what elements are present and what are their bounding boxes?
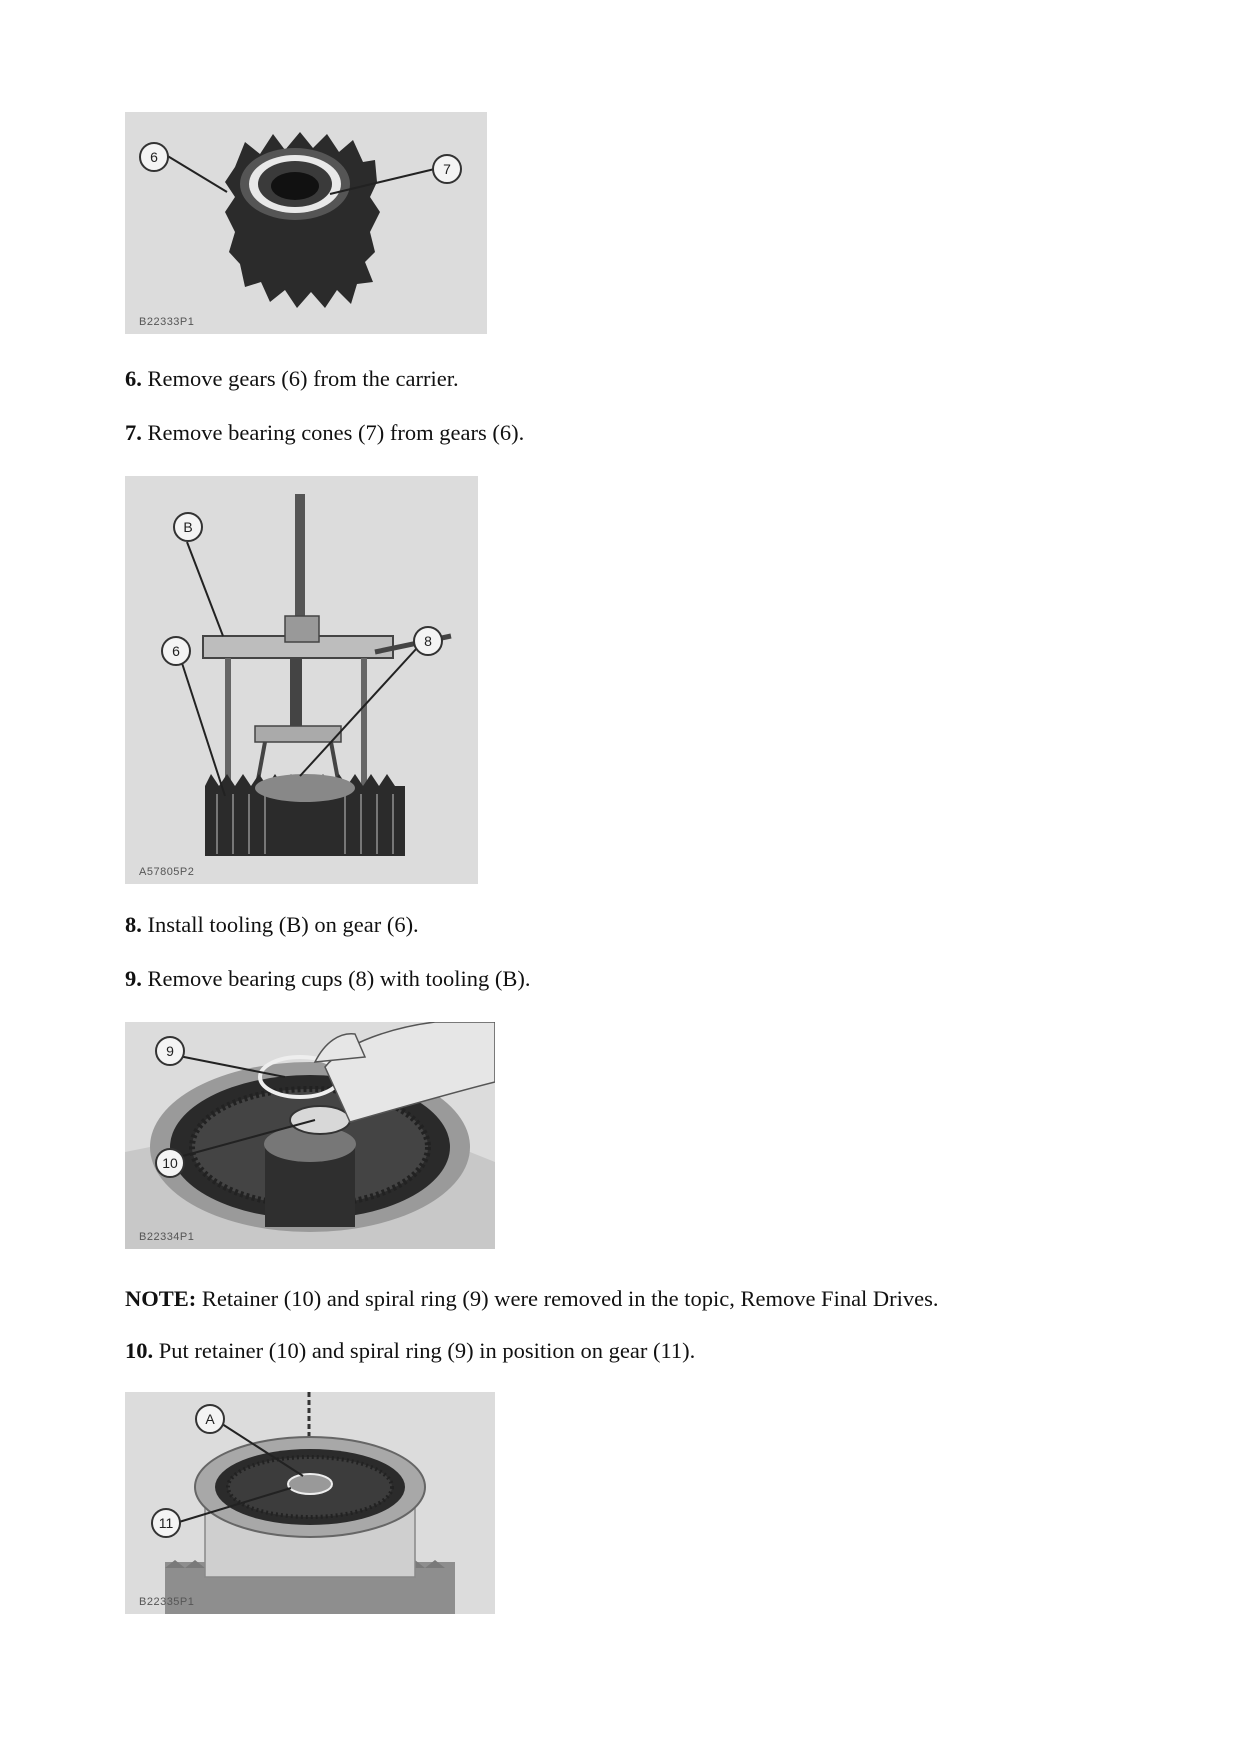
figure-code: B22333P1 (139, 316, 195, 328)
step-7 (125, 420, 524, 446)
step-number: 9. (125, 966, 142, 991)
step-6 (125, 366, 459, 392)
step-text: Put retainer (10) and spiral ring (9) in position on gear (11). (153, 1338, 696, 1363)
gear-in-housing-illustration (125, 1392, 495, 1614)
step-10 (125, 1338, 695, 1364)
callout-6: 6 (161, 636, 191, 666)
note-label: NOTE: (125, 1286, 197, 1311)
figure-gear-in-housing (125, 1392, 495, 1614)
step-number: 10. (125, 1338, 154, 1363)
callout-8: 8 (413, 626, 443, 656)
callout-10: 10 (155, 1148, 185, 1178)
step-9 (125, 966, 531, 992)
step-text: Remove bearing cups (8) with tooling (B). (141, 966, 531, 991)
callout-B: B (173, 512, 203, 542)
figure-retainer-spiral-ring (125, 1022, 495, 1249)
callout-11: 11 (151, 1508, 181, 1538)
callout-6: 6 (139, 142, 169, 172)
callout-9: 9 (155, 1036, 185, 1066)
figure-tooling-on-gear (125, 476, 478, 884)
figure-code: B22335P1 (139, 1596, 195, 1608)
note (125, 1286, 939, 1312)
step-number: 8. (125, 912, 142, 937)
step-number: 7. (125, 420, 142, 445)
figure-code: A57805P2 (139, 866, 195, 878)
figure-code: B22334P1 (139, 1231, 195, 1243)
callout-7: 7 (432, 154, 462, 184)
step-8 (125, 912, 419, 938)
step-number: 6. (125, 366, 142, 391)
gear-bearing-cone-illustration (125, 112, 487, 334)
step-text: Remove gears (6) from the carrier. (141, 366, 459, 391)
note-text: Retainer (10) and spiral ring (9) were removed in the topic, Remove Final Drives. (196, 1286, 939, 1311)
figure-gear-bearing-cone (125, 112, 487, 334)
step-text: Remove bearing cones (7) from gears (6). (141, 420, 525, 445)
step-text: Install tooling (B) on gear (6). (141, 912, 419, 937)
callout-A: A (195, 1404, 225, 1434)
